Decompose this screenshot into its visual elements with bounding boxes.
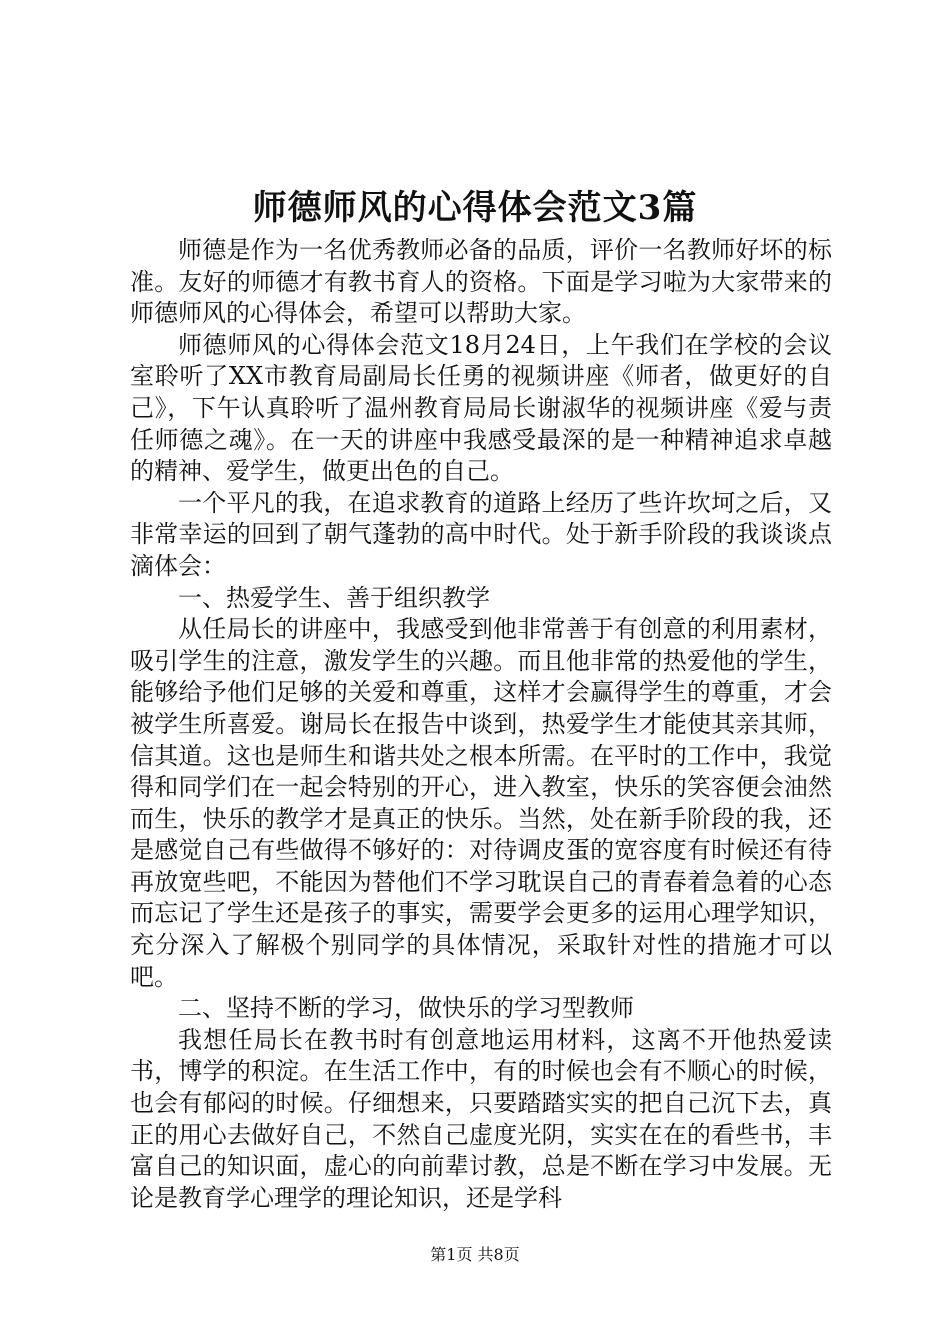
paragraph-lecture: 师德师风的心得体会范文18月24日，上午我们在学校的会议室聆听了XX市教育局副局长任勇的视频讲座《师者，做更好的自己》，下午认真聆听了温州教育局局长谢淑华的视频讲座《爱与责任师德之魂》。在一天的讲座中我感受最深的是一种精神追求卓越的精神、爱学生，做更出色的自己。 [130,330,832,486]
paragraph-keep-learning: 我想任局长在教书时有创意地运用材料，这离不开他热爱读书，博学的积淀。在生活工作中，有的时候也会有不顺心的时候，也会有郁闷的时候。仔细想来，只要踏踏实实的把自己沉下去，真正的用心去做好自己，不然自己虚度光阴，实实在在的看些书，丰富自己的知识面，虚心的向前辈讨教，总是不断在学习中发展。无论是教育学心理学的理论知识，还是学科 [130,1025,832,1212]
document-title: 师德师风的心得体会范文3篇 [252,188,698,228]
paragraph-intro: 师德是作为一名优秀教师必备的品质，评价一名教师好坏的标准。友好的师德才有教书育人的资格。下面是学习啦为大家带来的师德师风的心得体会，希望可以帮助大家。 [130,236,832,328]
paragraph-love-students: 从任局长的讲座中，我感受到他非常善于有创意的利用素材，吸引学生的注意，激发学生的兴趣。而且他非常的热爱他的学生，能够给予他们足够的关爱和尊重，这样才会赢得学生的尊重，才会被学生所喜爱。谢局长在报告中谈到，热爱学生才能使其亲其师，信其道。这也是师生和谐共处之根本所需。在平时的工作中，我觉得和同学们在一起会特别的开心，进入教室，快乐的笑容便会油然而生，快乐的教学才是真正的快乐。当然，处在新手阶段的我，还是感觉自己有些做得不够好的：对待调皮蛋的宽容度有时候还有待再放宽些吧，不能因为替他们不学习耽误自己的青春着急着的心态而忘记了学生还是孩子的事实，需要学会更多的运用心理学知识，充分深入了解极个别同学的具体情况，采取针对性的措施才可以吧。 [130,615,832,991]
section-heading-2: 二、坚持不断的学习，做快乐的学习型教师 [178,994,634,1023]
paragraph-experience: 一个平凡的我，在追求教育的道路上经历了些许坎坷之后，又非常幸运的回到了朝气蓬勃的高中时代。处于新手阶段的我谈谈点滴体会： [130,488,832,580]
section-heading-1: 一、热爱学生、善于组织教学 [178,583,490,612]
page-footer: 第1页 共8页 [430,1245,520,1264]
document-body [130,235,832,1214]
